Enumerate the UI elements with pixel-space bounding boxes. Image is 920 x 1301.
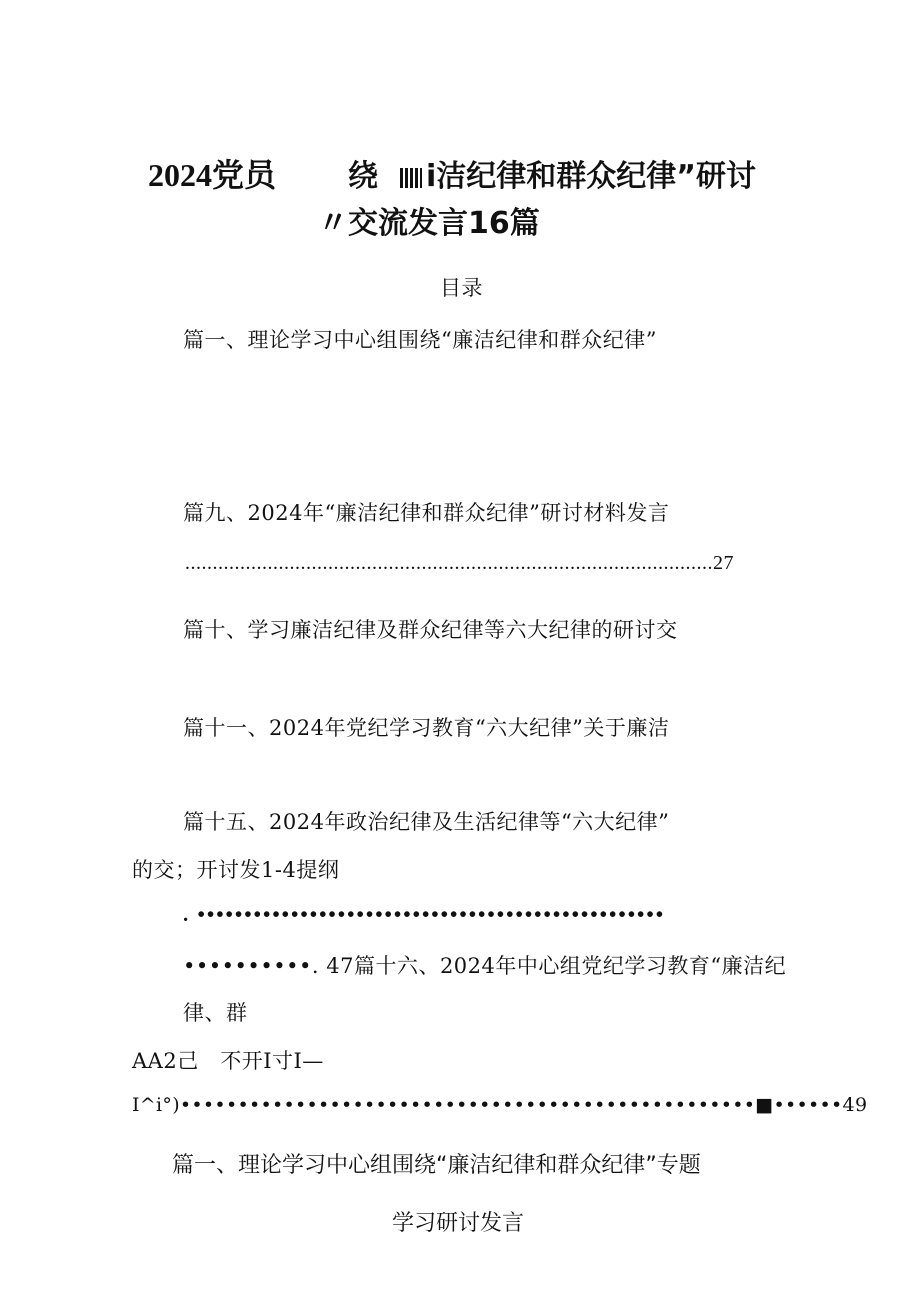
toc-heading: 目录 bbox=[440, 276, 483, 300]
toc-item-9: 篇九、2024年“廉洁纪律和群众纪律”研讨材料发言 bbox=[183, 501, 670, 525]
toc-garbled-leader-start: I^i°)•••••••••••••••••••••••••••••••••••••••••••••••••• bbox=[132, 1094, 756, 1116]
toc-item-1: 篇一、理论学习中心组围绕“廉洁纪律和群众纪律” bbox=[183, 328, 657, 352]
toc-item-10: 篇十、学习廉洁纪律及群众纪律等六大纪律的研讨交 bbox=[183, 618, 678, 642]
toc-item-11: 篇十一、2024年党纪学习教育“六大纪律”关于廉洁 bbox=[183, 716, 670, 740]
doc-title-line1 bbox=[148, 150, 756, 196]
toc-garbled-line: AA2己 不开I寸I— bbox=[132, 1049, 324, 1073]
toc-item-16-cont: 律、群 bbox=[183, 1001, 248, 1025]
toc-garbled-leader bbox=[132, 1094, 867, 1116]
toc-item-15: 篇十五、2024年政治纪律及生活纪律等“六大纪律” bbox=[183, 810, 670, 834]
toc-item-9-leader: ................................................................................................27 bbox=[185, 552, 734, 574]
toc-item-15-cont: 的交；开讨发1-4提纲 bbox=[132, 858, 340, 882]
title-part2: 绕 bbox=[348, 159, 379, 194]
toc-bullet-row: . •••••••••••••••••••••••••••••••••••••••••••••••••• bbox=[183, 902, 666, 926]
doc-title-line2: 〃交流发言16篇 bbox=[318, 206, 540, 241]
section-heading-line1: 篇一、理论学习中心组围绕“廉洁纪律和群众纪律”专题 bbox=[172, 1153, 701, 1178]
toc-item-16: ••••••••••. 47篇十六、2024年中心组党纪学习教育“廉洁纪 bbox=[183, 954, 787, 978]
garbled-glyph-icon bbox=[400, 168, 422, 188]
title-part1: 2024党员 bbox=[148, 157, 277, 193]
section-heading-line2: 学习研讨发言 bbox=[392, 1211, 525, 1236]
toc-garbled-leader-end: ■••••••49 bbox=[755, 1094, 868, 1116]
title-part3: i洁纪律和群众纪律”研讨 bbox=[426, 159, 757, 194]
